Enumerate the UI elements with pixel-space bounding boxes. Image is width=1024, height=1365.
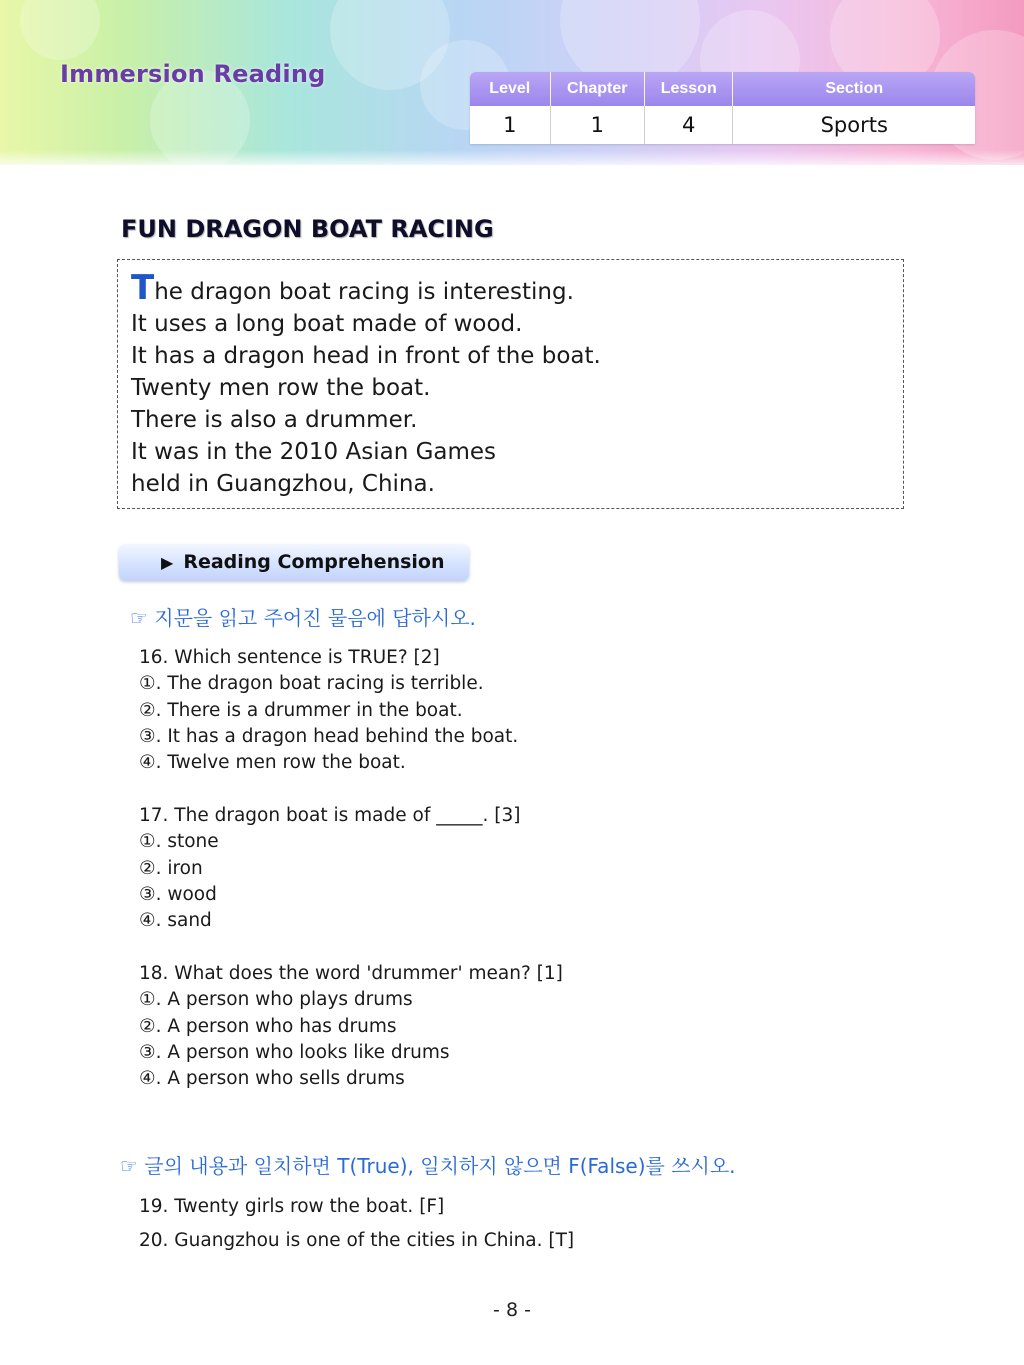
answer-option: ①. A person who plays drums: [139, 989, 413, 1011]
reading-passage: [117, 259, 904, 509]
question-stem: 17. The dragon boat is made of _____. [3]: [139, 805, 521, 826]
lesson-header: Lesson: [645, 72, 733, 106]
passage-line: It has a dragon head in front of the boat.: [131, 343, 601, 369]
answer-option: ③. A person who looks like drums: [139, 1041, 450, 1063]
answer-option: ①. stone: [139, 831, 219, 853]
section-bar-label: Reading Comprehension: [183, 551, 445, 573]
question-18: [139, 961, 563, 1092]
answer-option: ③. wood: [139, 883, 217, 905]
section-value: Sports: [820, 113, 888, 137]
play-arrow-icon: ▶: [161, 552, 174, 572]
level-header: Level: [470, 72, 551, 106]
passage-line: [131, 268, 903, 308]
lesson-info-header: [470, 72, 975, 106]
question-17: [139, 803, 520, 934]
instruction-read-answer: ☞ 지문을 읽고 주어진 물음에 답하시오.: [130, 606, 476, 630]
answer-option: ②. iron: [139, 857, 203, 879]
answer-option: ①. The dragon boat racing is terrible.: [139, 673, 484, 695]
banner-fade: [0, 150, 1024, 165]
passage-line: There is also a drummer.: [131, 407, 418, 433]
answer-option: ②. A person who has drums: [139, 1015, 397, 1037]
true-false-item-20: 20. Guangzhou is one of the cities in China. [T]: [139, 1230, 575, 1251]
passage-line: Twenty men row the boat.: [131, 375, 431, 401]
answer-option: ②. There is a drummer in the boat.: [139, 699, 463, 721]
passage-line: It uses a long boat made of wood.: [131, 311, 523, 337]
question-stem: 18. What does the word 'drummer' mean? [1]: [139, 963, 563, 984]
question-16: [139, 645, 518, 776]
lesson-info-table: [470, 72, 975, 144]
passage-line: held in Guangzhou, China.: [131, 471, 435, 497]
page-title: FUN DRAGON BOAT RACING: [121, 215, 494, 243]
answer-option: ④. A person who sells drums: [139, 1068, 405, 1090]
page-number: - 8 -: [493, 1299, 531, 1321]
answer-option: ④. sand: [139, 910, 212, 932]
reading-comprehension-bar: [119, 544, 469, 580]
chapter-value: 1: [551, 106, 645, 144]
level-value: 1: [470, 106, 551, 144]
chapter-header: Chapter: [551, 72, 645, 106]
brand-title: Immersion Reading: [60, 60, 326, 88]
question-stem: 16. Which sentence is TRUE? [2]: [139, 647, 440, 668]
answer-option: ③. It has a dragon head behind the boat.: [139, 725, 519, 747]
drop-cap: T: [131, 268, 155, 308]
lesson-value: 4: [645, 106, 733, 144]
passage-first-line: he dragon boat racing is interesting.: [154, 279, 574, 305]
lesson-info-values: [470, 106, 975, 144]
decor-bubble: [20, 0, 100, 60]
passage-line: It was in the 2010 Asian Games: [131, 439, 497, 465]
section-header: Section: [825, 80, 884, 97]
header-banner: [0, 0, 1024, 165]
instruction-true-false: ☞ 글의 내용과 일치하면 T(True), 일치하지 않으면 F(False)를 쓰시오.: [120, 1154, 736, 1178]
answer-option: ④. Twelve men row the boat.: [139, 752, 406, 774]
true-false-item-19: 19. Twenty girls row the boat. [F]: [139, 1196, 445, 1217]
